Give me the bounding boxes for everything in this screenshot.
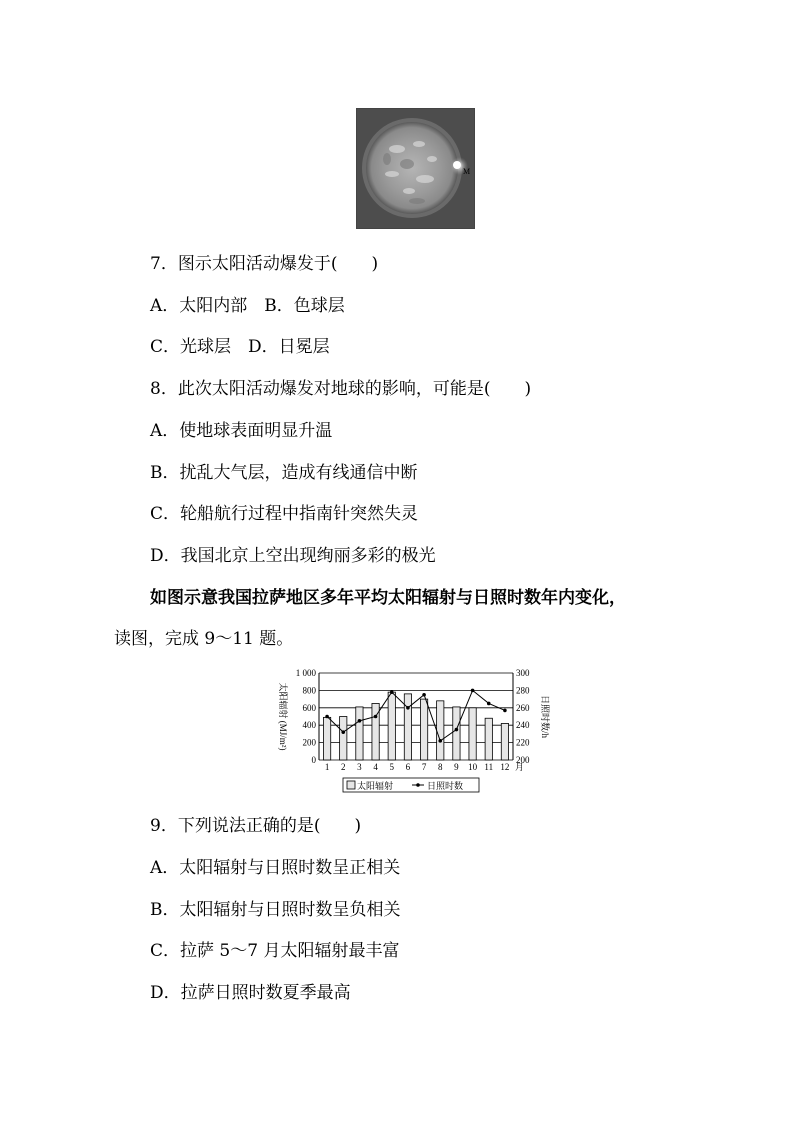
question-8-stem: 8．此次太阳活动爆发对地球的影响，可能是( )	[150, 379, 532, 399]
y2-tick-label: 240	[516, 720, 530, 731]
y-tick-label: 800	[302, 685, 316, 696]
data-point	[341, 730, 345, 734]
data-point	[406, 706, 410, 710]
question-8-option-c: C．轮船航行过程中指南针突然失灵	[150, 504, 419, 524]
x-tick-label: 1	[324, 762, 330, 772]
sun-icon	[357, 109, 474, 228]
data-point	[438, 739, 442, 743]
figure-label-m: M	[463, 167, 471, 176]
x-tick-label: 11	[484, 762, 494, 772]
question-9-option-a: A．太阳辐射与日照时数呈正相关	[150, 858, 401, 878]
x-unit-label: 月	[515, 762, 525, 772]
question-8-option-d: D．我国北京上空出现绚丽多彩的极光	[150, 546, 436, 566]
legend-point-swatch	[416, 783, 420, 787]
legend-bar-swatch	[347, 781, 355, 789]
y-axis-title: 太阳辐射 (MJ/m²)	[278, 682, 288, 751]
x-tick-label: 12	[500, 762, 510, 772]
x-tick-label: 5	[389, 762, 394, 772]
data-point	[390, 690, 394, 694]
bar	[323, 717, 330, 760]
bar	[437, 701, 444, 760]
bar	[356, 707, 363, 760]
y2-tick-label: 220	[516, 737, 530, 748]
y-tick-label: 200	[302, 737, 316, 748]
question-9-option-b: B．太阳辐射与日照时数呈负相关	[150, 900, 401, 920]
y-tick-label: 400	[302, 720, 316, 731]
intro-line-1: 如图示意我国拉萨地区多年平均太阳辐射与日照时数年内变化，	[150, 588, 626, 608]
radiation-sunshine-chart	[268, 665, 550, 795]
x-tick-label: 7	[421, 762, 427, 772]
question-7-options-ab: A．太阳内部 B．色球层	[150, 296, 345, 316]
data-point	[325, 715, 329, 719]
question-8-option-b: B．扰乱大气层，造成有线通信中断	[150, 463, 418, 483]
bar	[388, 692, 395, 760]
x-tick-label: 8	[438, 762, 443, 772]
question-9-option-d: D．拉萨日照时数夏季最高	[150, 983, 351, 1003]
x-tick-label: 2	[341, 762, 346, 772]
y2-tick-label: 260	[516, 702, 530, 713]
y-tick-label: 600	[302, 702, 316, 713]
y2-tick-label: 280	[516, 685, 530, 696]
question-9-stem: 9．下列说法正确的是( )	[150, 816, 362, 836]
sun-image	[356, 108, 475, 229]
bar	[469, 708, 476, 760]
question-7-options-cd: C．光球层 D．日冕层	[150, 337, 330, 357]
series-line	[327, 690, 505, 740]
bar	[420, 699, 427, 760]
question-8-option-a: A．使地球表面明显升温	[150, 421, 333, 441]
data-point	[358, 719, 362, 723]
legend-label-sunshine: 日照时数	[427, 781, 464, 791]
bar	[340, 717, 347, 761]
bar	[501, 723, 508, 760]
data-point	[503, 709, 507, 713]
data-point	[422, 693, 426, 697]
y-tick-label: 1 000	[295, 668, 316, 678]
bar	[453, 707, 460, 760]
question-9-option-c: C．拉萨 5～7 月太阳辐射最丰富	[150, 941, 400, 961]
bar	[485, 718, 492, 760]
y2-axis-title: 日照时数/h	[540, 694, 550, 739]
bar	[404, 694, 411, 760]
x-tick-label: 10	[468, 762, 478, 772]
x-tick-label: 4	[373, 762, 378, 772]
x-tick-label: 9	[454, 762, 459, 772]
data-point	[471, 689, 475, 693]
legend-label-radiation: 太阳辐射	[357, 781, 394, 791]
data-point	[374, 715, 378, 719]
data-point	[487, 702, 491, 706]
question-7-stem: 7．图示太阳活动爆发于( )	[150, 254, 379, 274]
y2-tick-label: 300	[516, 668, 530, 678]
x-tick-label: 6	[405, 762, 411, 772]
y-tick-label: 0	[311, 755, 316, 765]
chart-svg	[268, 665, 550, 795]
data-point	[455, 728, 459, 732]
intro-line-2: 读图，完成 9～11 题。	[114, 629, 294, 649]
x-tick-label: 3	[357, 762, 362, 772]
y2-tick-label: 200	[516, 755, 530, 765]
